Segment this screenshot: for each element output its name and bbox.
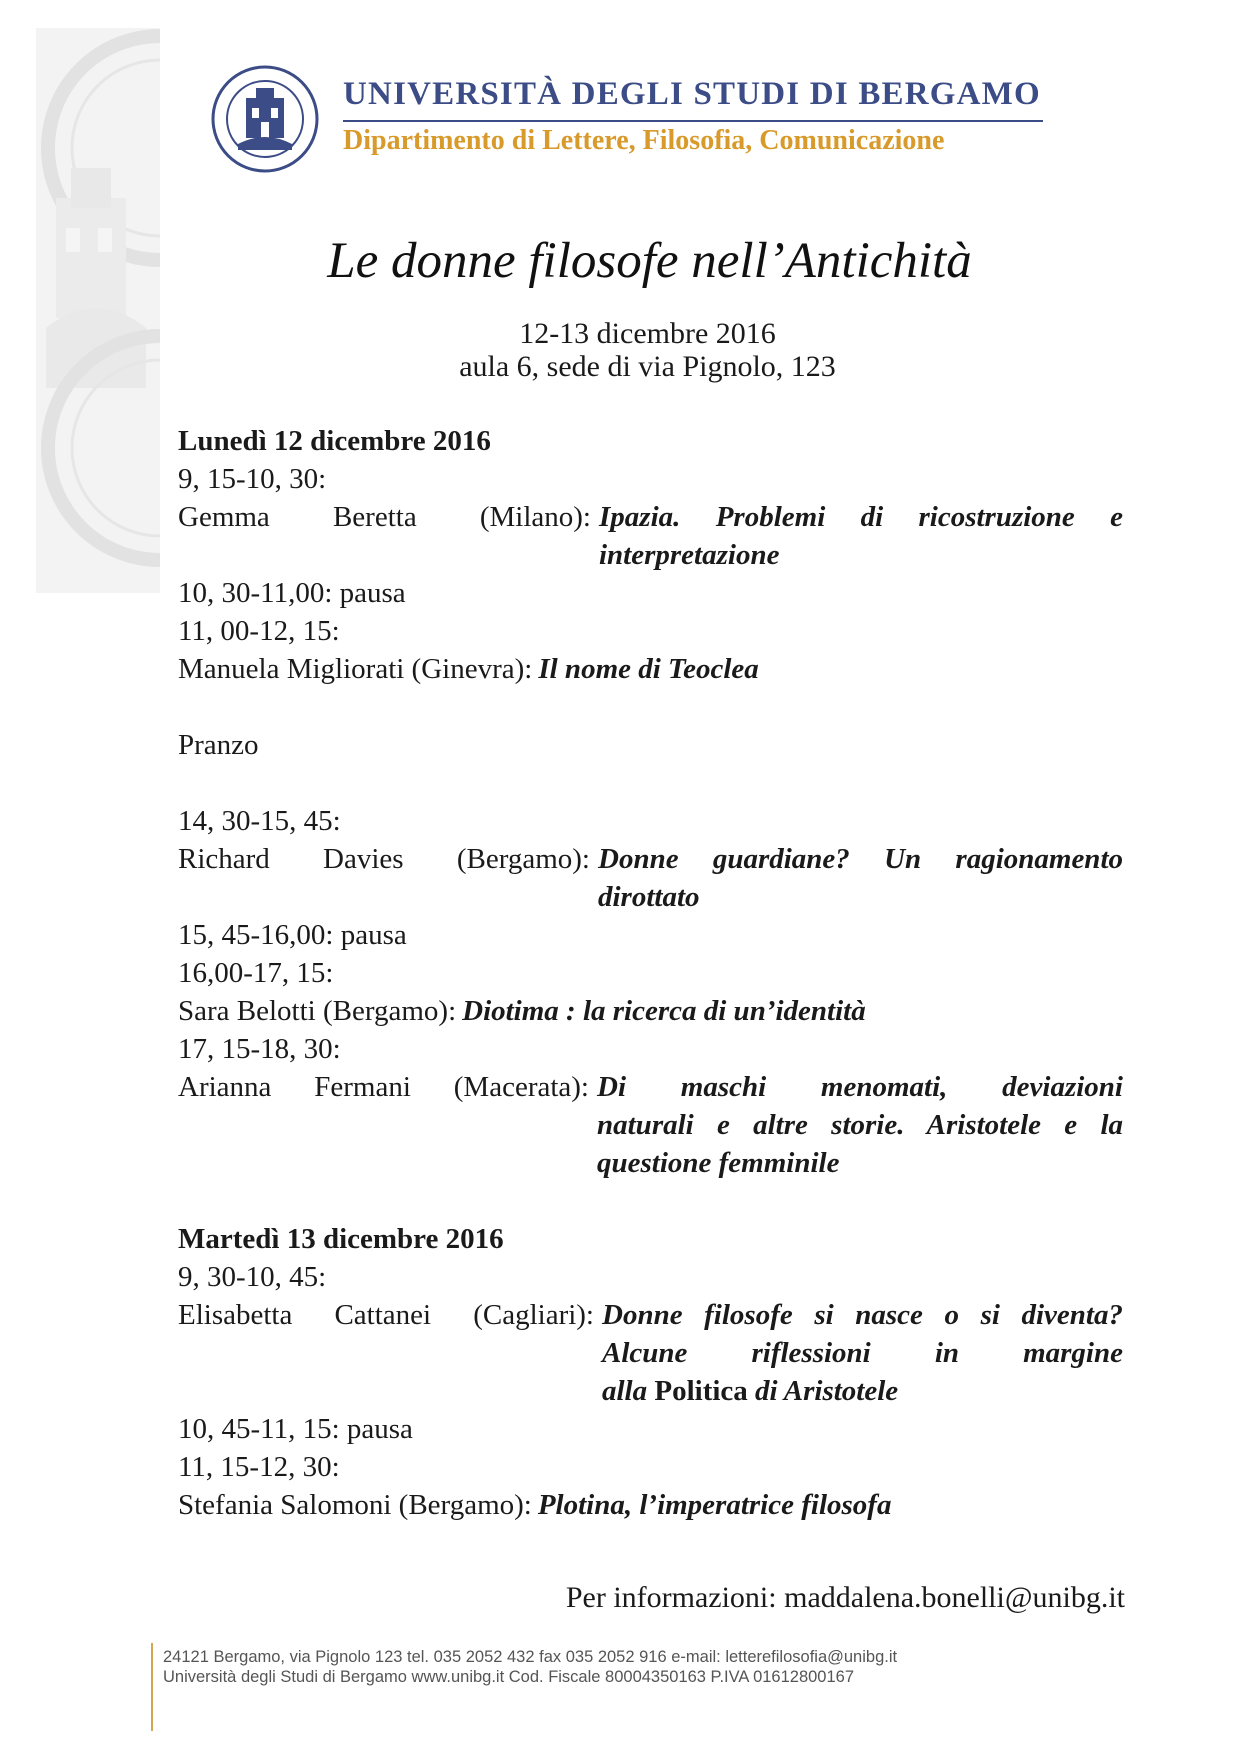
break-time: 10, 45-11, 15: pausa xyxy=(178,1413,413,1445)
speaker-spacer xyxy=(178,536,591,574)
speaker: Arianna Fermani (Macerata): xyxy=(178,1071,589,1103)
speaker-spacer xyxy=(178,1144,589,1182)
speaker: Gemma Beretta (Milano): xyxy=(178,501,591,533)
talk-title xyxy=(589,1106,1123,1144)
talk-title-line: Di maschi menomati, deviazioni xyxy=(597,1071,1123,1103)
talk-entry-continued xyxy=(178,536,1123,574)
session-time: 9, 30-10, 45: xyxy=(178,1261,327,1293)
department-name: Dipartimento di Lettere, Filosofia, Comunicazione xyxy=(343,125,945,156)
talk-title xyxy=(594,1334,1123,1372)
talk-title xyxy=(594,1296,1123,1334)
header-divider xyxy=(343,120,1043,122)
talk-title: Diotima : la ricerca di un’identità xyxy=(462,995,866,1027)
footer-address: 24121 Bergamo, via Pignolo 123 tel. 035 2052 432 fax 035 2052 916 e-mail: letterefilosofia@unibg.it xyxy=(163,1648,898,1666)
speaker: Stefania Salomoni (Bergamo): xyxy=(178,1489,532,1521)
university-name: UNIVERSITÀ DEGLI STUDI DI BERGAMO xyxy=(343,76,1041,112)
talk-entry-continued xyxy=(178,1334,1123,1372)
talk-entry xyxy=(178,1486,1123,1524)
talk-title: Plotina, l’imperatrice filosofa xyxy=(537,1489,892,1521)
event-dates: 12-13 dicembre 2016 xyxy=(519,317,776,350)
session-time: 17, 15-18, 30: xyxy=(178,1033,341,1065)
talk-entry xyxy=(178,498,1123,536)
talk-entry xyxy=(178,992,1123,1030)
talk-entry xyxy=(178,1296,1123,1334)
talk-title-line: dirottato xyxy=(598,881,700,913)
talk-title-line: Donne filosofe si nasce o si diventa? xyxy=(602,1299,1123,1331)
book-title: Politica xyxy=(654,1375,748,1407)
day-block xyxy=(178,1220,1123,1524)
event-venue: aula 6, sede di via Pignolo, 123 xyxy=(459,350,836,383)
talk-title xyxy=(594,1372,1123,1410)
talk-title-part: di Aristotele xyxy=(755,1375,899,1407)
speaker: Richard Davies (Bergamo): xyxy=(178,843,590,875)
watermark-seal-icon xyxy=(36,28,160,593)
session-time: 9, 15-10, 30: xyxy=(178,463,327,495)
session-time: 11, 15-12, 30: xyxy=(178,1451,340,1483)
speaker: Elisabetta Cattanei (Cagliari): xyxy=(178,1299,594,1331)
talk-title-line: naturali e altre storie. Aristotele e la xyxy=(597,1109,1123,1141)
event-title: Le donne filosofe nell’Antichità xyxy=(327,233,972,289)
talk-title-line: questione femminile xyxy=(597,1147,840,1179)
session-time: 14, 30-15, 45: xyxy=(178,805,341,837)
speaker-spacer xyxy=(178,1334,594,1372)
speaker-spacer xyxy=(178,1372,594,1410)
break-time: 10, 30-11,00: pausa xyxy=(178,577,406,609)
speaker: Manuela Migliorati (Ginevra): xyxy=(178,653,533,685)
speaker: Sara Belotti (Bergamo): xyxy=(178,995,457,1027)
talk-title-line: Alcune riflessioni in margine xyxy=(602,1337,1123,1369)
talk-title-line: Ipazia. Problemi di ricostruzione e xyxy=(599,501,1123,533)
contact-info: Per informazioni: maddalena.bonelli@unibg.it xyxy=(565,1581,1125,1614)
spacer xyxy=(178,764,1123,802)
talk-title-part: alla xyxy=(602,1375,648,1407)
talk-entry-continued xyxy=(178,1106,1123,1144)
university-seal-icon xyxy=(210,64,320,174)
talk-title xyxy=(589,1068,1123,1106)
day-heading: Lunedì 12 dicembre 2016 xyxy=(178,425,491,457)
day-heading: Martedì 13 dicembre 2016 xyxy=(178,1223,504,1255)
session-time: 16,00-17, 15: xyxy=(178,957,334,989)
speaker-spacer xyxy=(178,878,590,916)
talk-title: Il nome di Teoclea xyxy=(538,653,759,685)
talk-title xyxy=(591,498,1123,536)
footer-divider xyxy=(151,1643,153,1731)
talk-entry-continued xyxy=(178,1372,1123,1410)
session-time: 11, 00-12, 15: xyxy=(178,615,340,647)
talk-entry xyxy=(178,650,1123,688)
talk-entry xyxy=(178,1068,1123,1106)
program xyxy=(178,422,1123,1524)
talk-title-line: interpretazione xyxy=(599,539,780,571)
talk-entry xyxy=(178,840,1123,878)
spacer xyxy=(178,688,1123,726)
watermark-seal xyxy=(36,28,160,593)
talk-entry-continued xyxy=(178,1144,1123,1182)
speaker-spacer xyxy=(178,1106,589,1144)
footer xyxy=(163,1647,897,1687)
talk-title xyxy=(590,840,1123,878)
talk-entry-continued xyxy=(178,878,1123,916)
lunch-break: Pranzo xyxy=(178,729,259,761)
break-time: 15, 45-16,00: pausa xyxy=(178,919,407,951)
footer-legal: Università degli Studi di Bergamo www.unibg.it Cod. Fiscale 80004350163 P.IVA 01612800167 xyxy=(163,1668,855,1686)
talk-title-line: Donne guardiane? Un ragionamento xyxy=(598,843,1123,875)
